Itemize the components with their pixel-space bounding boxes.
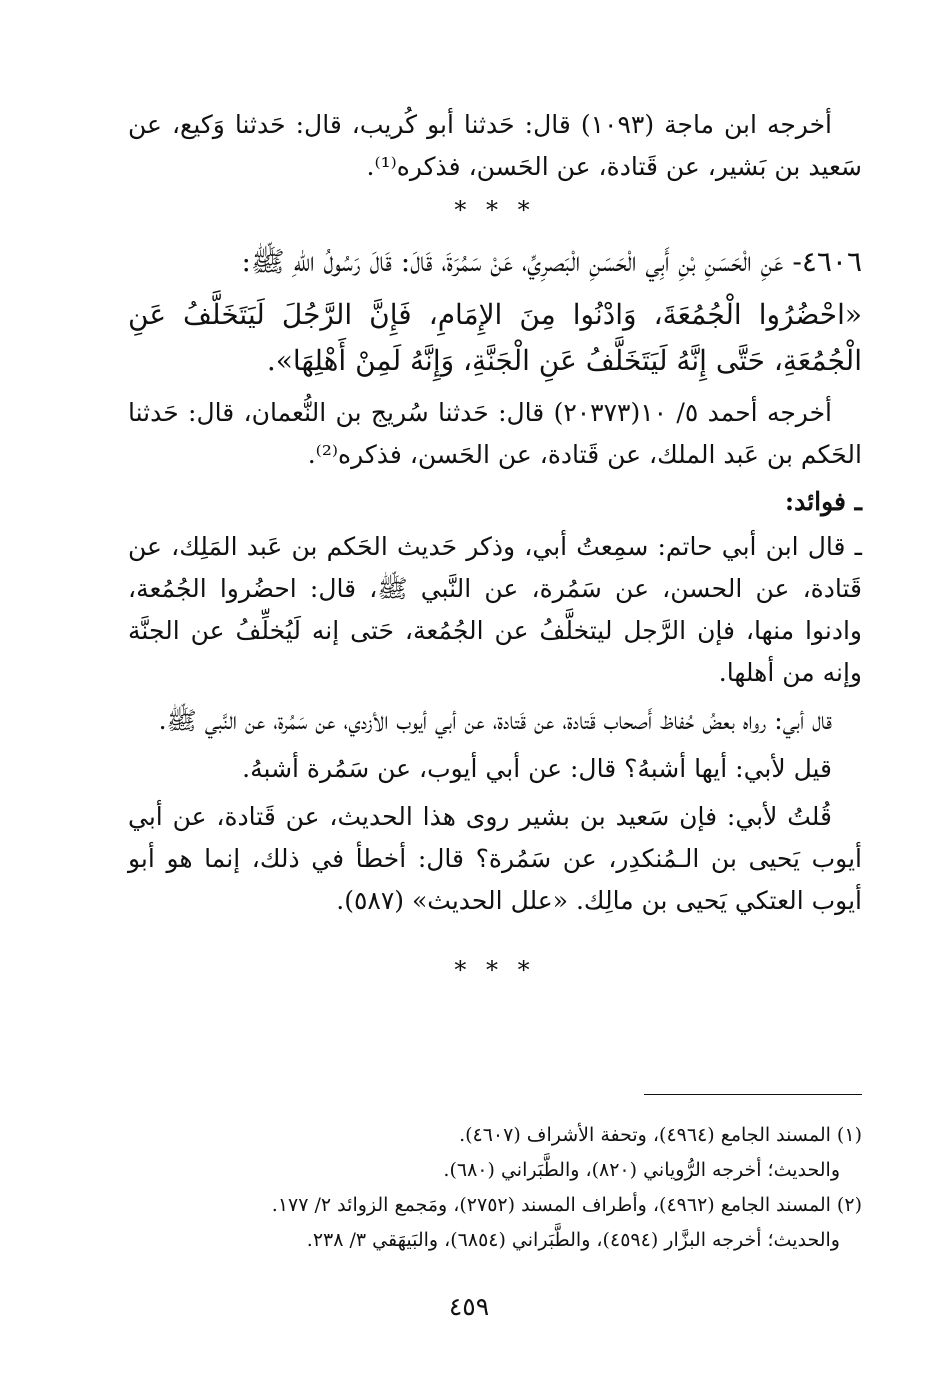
footnote-divider bbox=[644, 1094, 862, 1095]
hadith-text: «احْضُرُوا الْجُمُعَةَ، وَادْنُوا مِنَ الإِمَامِ، فَإِنَّ الرَّجُلَ لَيَتَخَلَّفُ عَنِ الْجُمُعَةِ، حَتَّى إِنَّهُ لَيَتَخَلَّفُ عَنِ الْجَنَّةِ، وَإِنَّهُ لَمِنْ أَهْلِهَا». bbox=[128, 298, 862, 377]
takhrij-ibn-majah: أخرجه ابن ماجة (١٠٩٣) قال: حَدثنا أبو كُريب، قال: حَدثنا وَكيع، عن سَعيد بن بَشير، عن قَتادة، عن الحَسن، فذكره⁽¹⁾. bbox=[128, 110, 862, 181]
page-body bbox=[128, 104, 862, 1000]
ibn-abi-hatim-quote: ـ قال ابن أبي حاتم: سمِعتُ أبي، وذكر حَديث الحَكم بن عَبد المَلِك، عن قَتادة، عن الحسن، عن سَمُرة، عن النَّبي ﷺ، قال: احضُروا الجُمُعة، وادنوا منها، فإن الرَّجل ليتخلَّفُ عن الجُمُعة، حَتى إنه لَيُخلِّفُ عن الجنَّة وإنه من أهلها. bbox=[128, 532, 862, 687]
footnotes bbox=[128, 1118, 862, 1258]
said-comment: قُلتُ لأبي: فإن سَعيد بن بشير روى هذا الحديث، عن قَتادة، عن أبي أيوب يَحيى بن الـمُنكدِر، عن سَمُرة؟ قال: أخطأ في ذلك، إنما هو أبو أيوب العتكي يَحيى بن مالِك. «علل الحديث» (٥٨٧). bbox=[128, 802, 862, 915]
abi-comment: قال أبي: رواه بعضُ حُفاظ أَصحاب قَتادة، عن قَتادة، عن أبي أيوب الأزدي، عن سَمُرة، عن النَّبي ﷺ. bbox=[158, 706, 832, 735]
footnote-1-continued: والحديث؛ أخرجه الرُّوياني (٨٢٠)، والطَّبَراني (٦٨٠). bbox=[443, 1159, 840, 1181]
footnote-2: (٢) المسند الجامع (٤٩٦٢)، وأطراف المسند (٢٧٥٢)، ومَجمع الزوائد ٢/ ١٧٧. bbox=[271, 1194, 862, 1216]
section-separator-top: * * * bbox=[454, 196, 536, 224]
page-number: ٤٥٩ bbox=[448, 1292, 490, 1321]
fawaid-heading: ـ فوائد: bbox=[784, 487, 862, 516]
hadith-header: ٤٦٠٦- عَنِ الْحَسَنِ بْنِ أَبِي الْحَسَنِ الْبَصرِيِّ، عَنْ سَمُرَةَ، قَالَ: قَالَ رَسُولُ اللهِ ﷺ: bbox=[241, 245, 862, 278]
footnote-1: (١) المسند الجامع (٤٩٦٤)، وتحفة الأشراف (٤٦٠٧). bbox=[459, 1124, 862, 1146]
footnote-2-continued: والحديث؛ أخرجه البزَّار (٤٥٩٤)، والطَّبَراني (٦٨٥٤)، والبَيهَقي ٣/ ٢٣٨. bbox=[306, 1229, 840, 1251]
takhrij-ahmad: أخرجه أحمد ٥/ ١٠(٢٠٣٧٣) قال: حَدثنا سُريج بن النُّعمان، قال: حَدثنا الحَكم بن عَبد الملك، عن قَتادة، عن الحَسن، فذكره⁽²⁾. bbox=[128, 398, 862, 469]
question-comment: قيل لأبي: أيها أشبهُ؟ قال: عن أبي أيوب، عن سَمُرة أشبهُ. bbox=[242, 754, 832, 783]
section-separator-bottom: * * * bbox=[454, 956, 536, 984]
